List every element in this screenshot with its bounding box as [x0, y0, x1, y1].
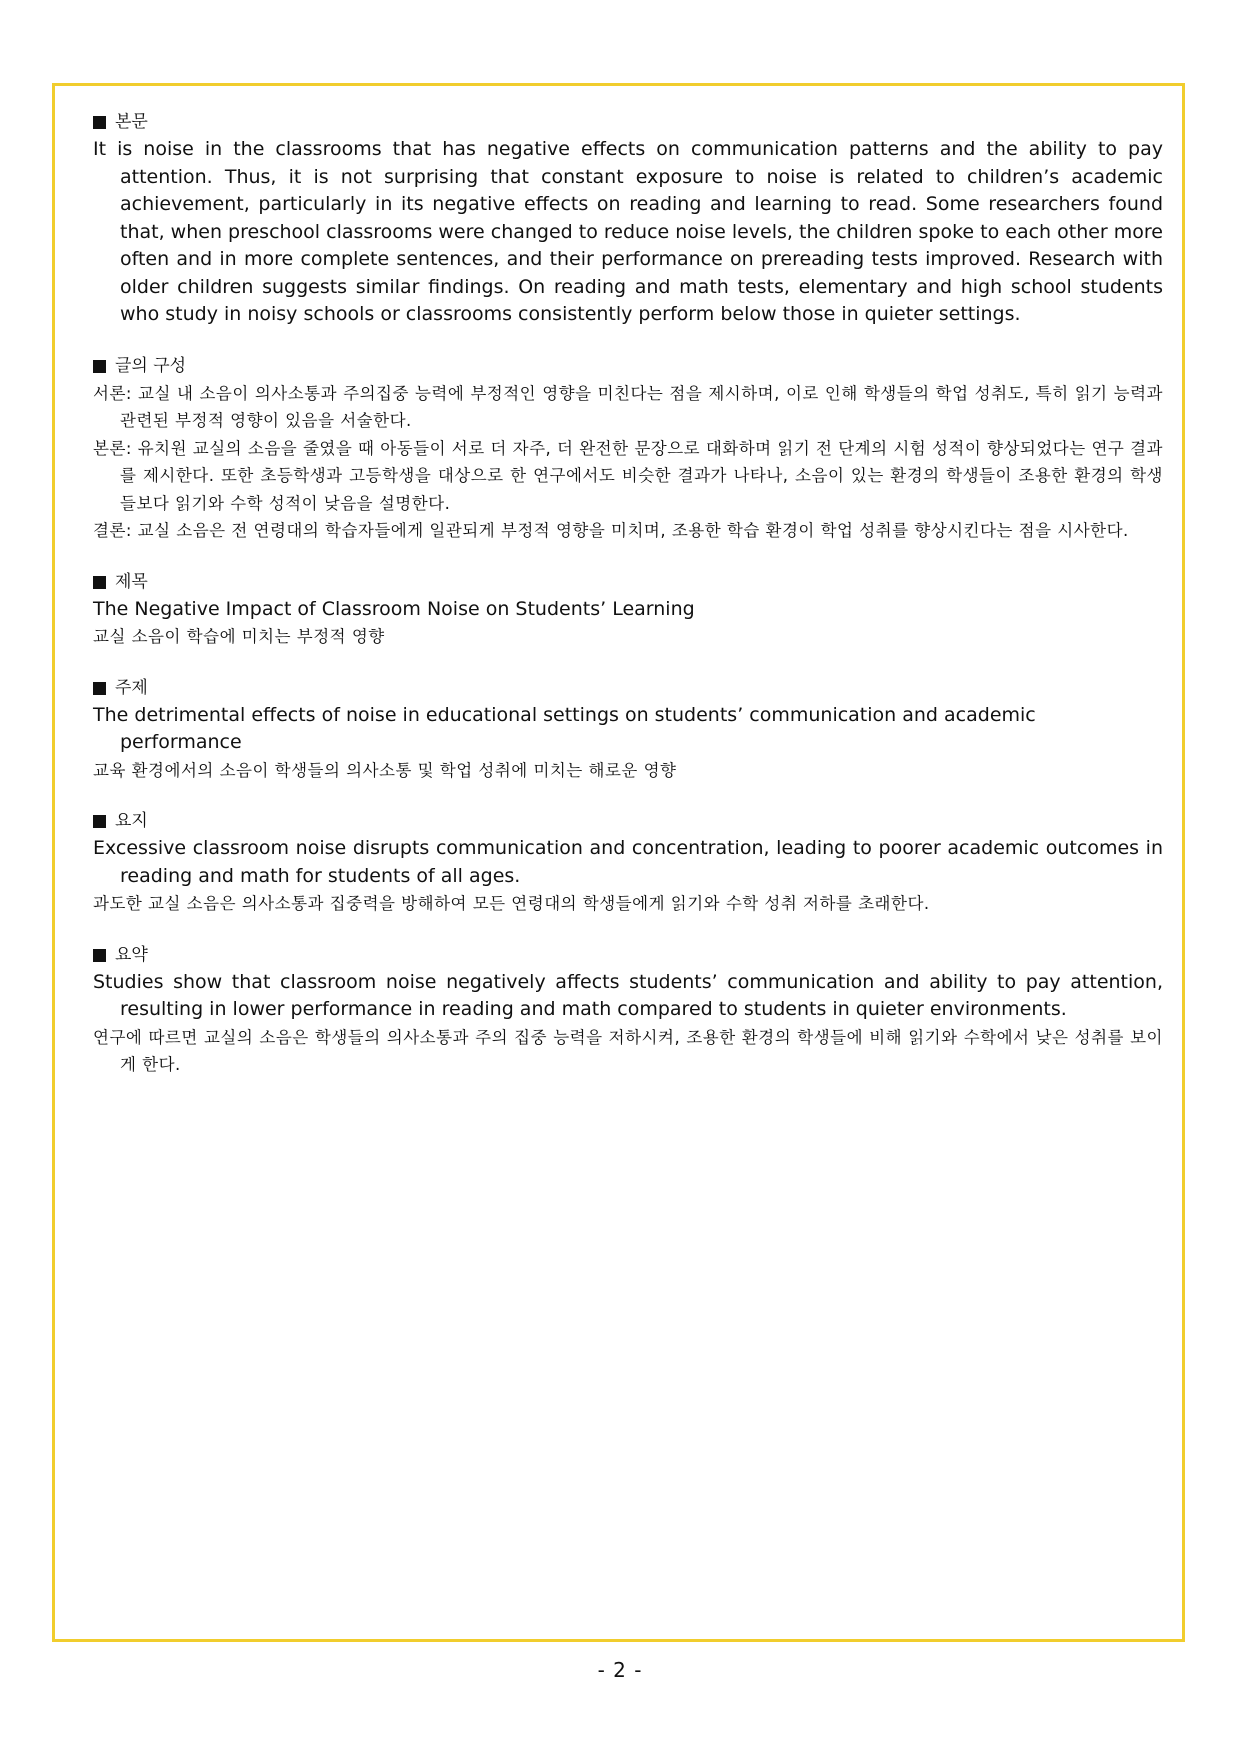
section-heading: 요약 — [93, 942, 1163, 969]
section-topic — [93, 675, 1163, 785]
section-heading: 본문 — [93, 109, 1163, 136]
body-paragraph: It is noise in the classrooms that has negative effects on communication patterns and the ability to pay attention. Thus, it is not surprising that constant exposure to noise is related to children’s academic achievement, particularly in its negative effects on reading and learning to read. Some researchers found that, when preschool classrooms were changed to reduce noise levels, the children spoke to each other more often and in more complete sentences, and their performance on prereading tests improved. Research with older children suggests similar findings. On reading and math tests, elementary and high school students who study in noisy schools or classrooms consistently perform below those in quieter settings. — [93, 138, 1163, 325]
black-square-icon — [93, 116, 106, 129]
section-gist — [93, 808, 1163, 918]
section-title — [93, 569, 1163, 651]
structure-intro: 서론: 교실 내 소음이 의사소통과 주의집중 능력에 부정적인 영향을 미친다는 점을 제시하며, 이로 인해 학생들의 학업 성취도, 특히 읽기 능력과 관련된 부정적 영향이 있음을 서술한다. — [93, 383, 1163, 430]
document-content — [93, 109, 1163, 1103]
gist-korean: 과도한 교실 소음은 의사소통과 집중력을 방해하여 모든 연령대의 학생들에게 읽기와 수학 성취 저하를 초래한다. — [93, 894, 930, 913]
black-square-icon — [93, 682, 106, 695]
gist-english: Excessive classroom noise disrupts communication and concentration, leading to poorer academic outcomes in reading and math for students of all ages. — [93, 837, 1163, 887]
title-english: The Negative Impact of Classroom Noise on Students’ Learning — [93, 597, 695, 620]
black-square-icon — [93, 576, 106, 589]
summary-english: Studies show that classroom noise negatively affects students’ communication and ability to pay attention, resulting in lower performance in reading and math compared to students in quieter environments. — [93, 970, 1163, 1020]
topic-english: The detrimental effects of noise in educational settings on students’ communication and academic performance — [93, 703, 1036, 753]
structure-conclusion: 결론: 교실 소음은 전 연령대의 학습자들에게 일관되게 부정적 영향을 미치며, 조용한 학습 환경이 학업 성취를 향상시킨다는 점을 시사한다. — [93, 521, 1129, 540]
section-heading: 제목 — [93, 569, 1163, 596]
black-square-icon — [93, 949, 106, 962]
black-square-icon — [93, 360, 106, 373]
section-body-text — [93, 109, 1163, 329]
topic-korean: 교육 환경에서의 소음이 학생들의 의사소통 및 학업 성취에 미치는 해로운 영향 — [93, 760, 677, 780]
section-heading: 요지 — [93, 808, 1163, 835]
section-structure — [93, 353, 1163, 545]
section-summary — [93, 942, 1163, 1079]
section-heading: 글의 구성 — [93, 353, 1163, 380]
summary-korean: 연구에 따르면 교실의 소음은 학생들의 의사소통과 주의 집중 능력을 저하시켜, 조용한 환경의 학생들에 비해 읽기와 수학에서 낮은 성취를 보이게 한다. — [93, 1027, 1163, 1074]
page-number: - 2 - — [597, 1658, 643, 1682]
title-korean: 교실 소음이 학습에 미치는 부정적 영향 — [93, 627, 385, 646]
black-square-icon — [93, 815, 106, 828]
section-heading: 주제 — [93, 675, 1163, 702]
structure-body: 본론: 유치원 교실의 소음을 줄였을 때 아동들이 서로 더 자주, 더 완전한 문장으로 대화하며 읽기 전 단계의 시험 성적이 향상되었다는 연구 결과를 제시한다. 또한 초등학생과 고등학생을 대상으로 한 연구에서도 비슷한 결과가 나타나, 소음이 있는 환경의 학생들이 조용한 환경의 학생들보다 읽기와 수학 성적이 낮음을 설명한다. — [93, 438, 1163, 513]
